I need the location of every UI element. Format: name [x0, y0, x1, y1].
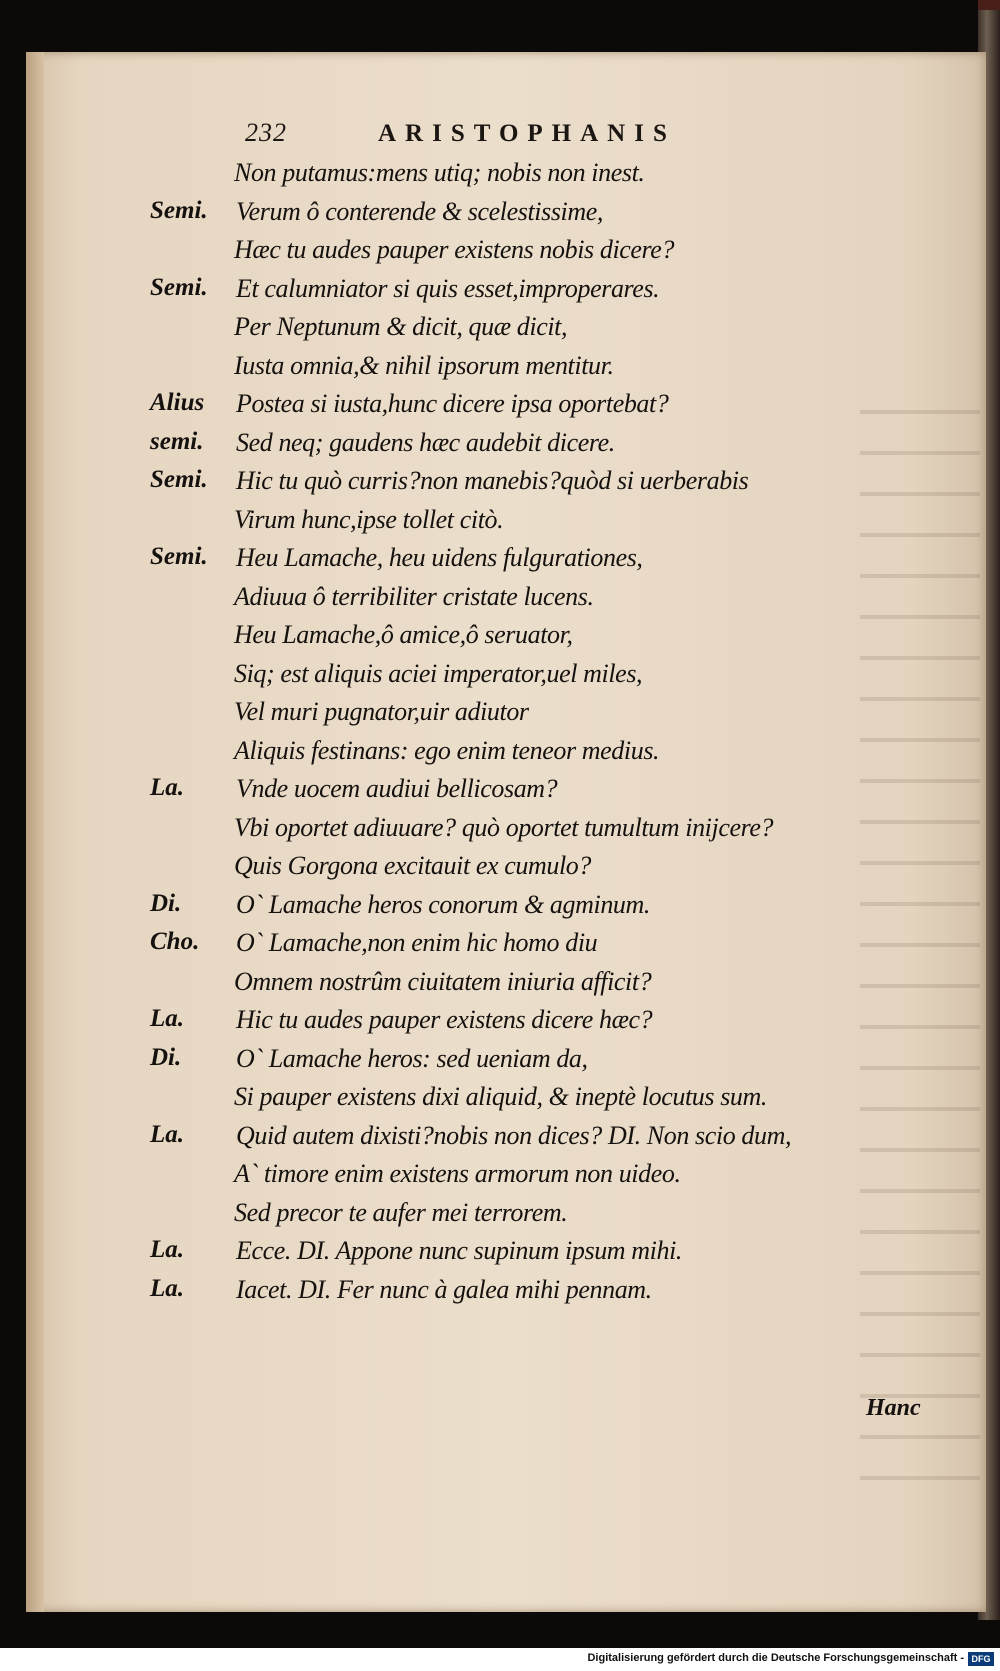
- verse-line: [0, 1078, 1000, 1118]
- verse-text: Hæc tu audes pauper existens nobis dicere?: [234, 235, 675, 264]
- verse-line: [0, 886, 1000, 926]
- verse-line: [0, 501, 1000, 541]
- verse-text: Heu Lamache,ô amice,ô seruator,: [234, 620, 573, 649]
- verse-text: Vel muri pugnator,uir adiutor: [234, 697, 529, 726]
- verse-text: Vnde uocem audiui bellicosam?: [236, 774, 558, 803]
- verse-line: [0, 1194, 1000, 1234]
- speaker-label: Alius: [150, 389, 205, 416]
- verse-line: [0, 1155, 1000, 1195]
- verse-line: [0, 578, 1000, 618]
- verse-line: [0, 270, 1000, 310]
- verse-text: O` Lamache heros: sed ueniam da,: [236, 1043, 588, 1073]
- verse-text: Sed precor te aufer mei terrorem.: [234, 1197, 568, 1227]
- verse-text: Virum hunc,ipse tollet citò.: [234, 504, 504, 534]
- verse-line: [0, 347, 1000, 387]
- footer-bar: [0, 1648, 1000, 1671]
- speaker-label: Di.: [150, 889, 182, 917]
- verse-line: [0, 1040, 1000, 1080]
- verse-text: Ecce. DI. Appone nunc supinum ipsum mihi.: [236, 1236, 682, 1265]
- verse-line: [0, 770, 1000, 810]
- verse-line: [0, 424, 1000, 464]
- verse-line: [0, 385, 1000, 425]
- speaker-label: La.: [150, 774, 185, 801]
- verse-text: Adiuua ô terribiliter cristate lucens.: [234, 581, 594, 611]
- verse-line: [0, 1001, 1000, 1041]
- speaker-label: Di.: [150, 1043, 182, 1071]
- verse-text: Si pauper existens dixi aliquid, & ineptè locutus sum.: [234, 1082, 767, 1111]
- verse-text: Sed neq; gaudens hæc audebit dicere.: [236, 427, 615, 457]
- speaker-label: Semi.: [150, 196, 208, 224]
- verse-text: Hic tu quò curris?non manebis?quòd si uerberabis: [236, 466, 749, 495]
- verse-text: Vbi oportet adiuuare? quò oportet tumultum inijcere?: [234, 812, 774, 842]
- verse-line: [0, 308, 1000, 348]
- speaker-label: Semi.: [150, 543, 208, 570]
- speaker-label: Semi.: [150, 273, 208, 301]
- speaker-label: La.: [150, 1274, 185, 1302]
- speaker-label: Semi.: [150, 466, 208, 493]
- verse-line: [0, 809, 1000, 849]
- verse-line: [0, 231, 1000, 271]
- verse-text: Quis Gorgona excitauit ex cumulo?: [234, 851, 591, 880]
- verse-line: [0, 655, 1000, 695]
- verse-text: Verum ô conterende & scelestissime,: [236, 196, 603, 226]
- page-number: 232: [245, 118, 287, 147]
- verse-line: [0, 732, 1000, 772]
- speaker-label: La.: [150, 1005, 185, 1032]
- verse-line: [0, 1232, 1000, 1272]
- verse-text: Iacet. DI. Fer nunc à galea mihi pennam.: [236, 1274, 652, 1304]
- verse-line: [0, 462, 1000, 502]
- catchword: Hanc: [866, 1395, 921, 1421]
- verse-text: Omnem nostrûm ciuitatem iniuria afficit?: [234, 966, 652, 996]
- verse-line: [0, 616, 1000, 656]
- verse-line: [0, 963, 1000, 1003]
- speaker-label: La.: [150, 1236, 185, 1263]
- verse-text: O` Lamache,non enim hic homo diu: [236, 928, 598, 957]
- verse-text: A` timore enim existens armorum non uideo.: [234, 1159, 681, 1188]
- verse-line: [0, 539, 1000, 579]
- page-header: [0, 118, 1000, 158]
- verse-line: [0, 154, 1000, 194]
- dfg-logo: DFG: [968, 1652, 994, 1666]
- running-head: ARISTOPHANIS: [378, 120, 676, 147]
- verse-text: Per Neptunum & dicit, quæ dicit,: [234, 312, 568, 341]
- verse-text: O` Lamache heros conorum & agminum.: [236, 889, 650, 919]
- speaker-label: semi.: [150, 427, 204, 455]
- verse-line: [0, 924, 1000, 964]
- verse-text: Et calumniator si quis esset,improperares.: [236, 273, 660, 303]
- footer-credit: Digitalisierung gefördert durch die Deutsche Forschungsgemeinschaft -: [587, 1652, 964, 1664]
- verse-text: Iusta omnia,& nihil ipsorum mentitur.: [234, 350, 614, 380]
- verse-text: Aliquis festinans: ego enim teneor medius.: [234, 735, 660, 765]
- verse-line: [0, 693, 1000, 733]
- verse-text: Non putamus:mens utiq; nobis non inest.: [234, 158, 645, 187]
- speaker-label: Cho.: [150, 928, 200, 955]
- verse-line: [0, 193, 1000, 233]
- verse-text: Postea si iusta,hunc dicere ipsa oportebat?: [236, 389, 669, 418]
- verse-text: Siq; est aliquis aciei imperator,uel miles,: [234, 658, 643, 688]
- verse-line: [0, 1117, 1000, 1157]
- speaker-label: La.: [150, 1120, 185, 1148]
- verse-line: [0, 1271, 1000, 1311]
- verse-text: Quid autem dixisti?nobis non dices? DI. Non scio dum,: [236, 1120, 792, 1150]
- verse-text: Hic tu audes pauper existens dicere hæc?: [236, 1005, 653, 1034]
- verse-line: [0, 847, 1000, 887]
- verse-text: Heu Lamache, heu uidens fulgurationes,: [236, 543, 643, 572]
